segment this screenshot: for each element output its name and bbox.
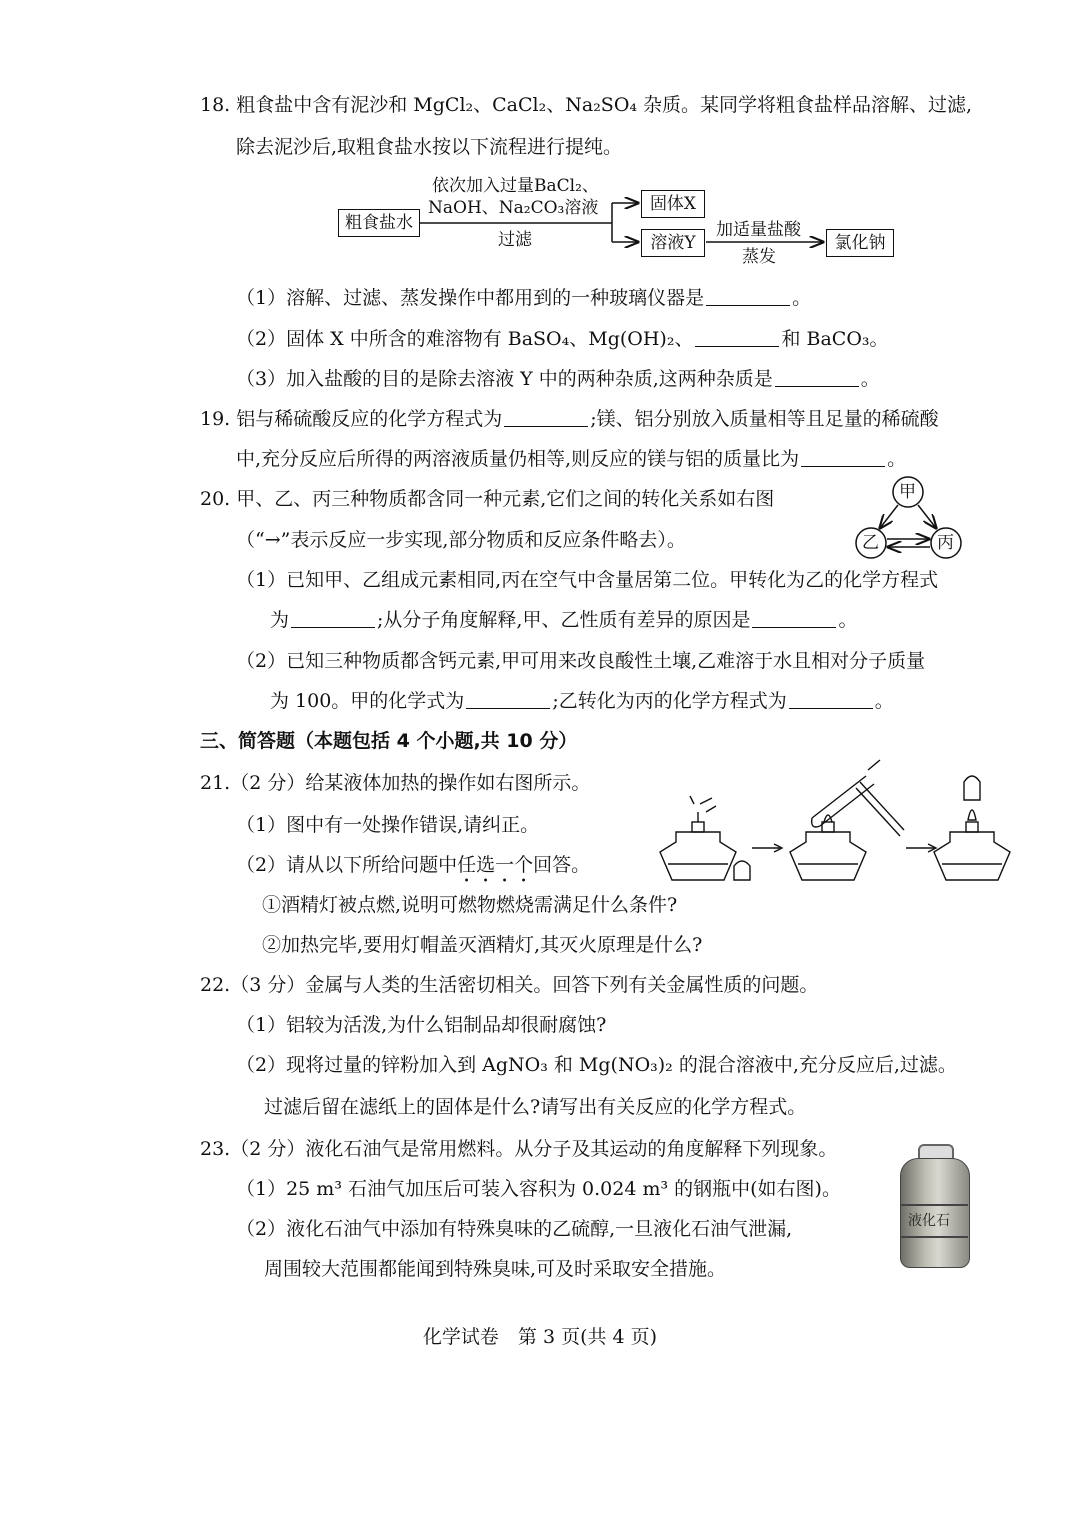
flow-start-box: 粗食盐水 — [338, 209, 420, 237]
q23-part2-line1: （2）液化石油气中添加有特殊臭味的乙硫醇,一旦液化石油气泄漏, — [236, 1218, 793, 1240]
q18-part1: （1）溶解、过滤、蒸发操作中都用到的一种玻璃仪器是 。 — [236, 287, 812, 309]
q18-part2: （2）固体 X 中所含的难溶物有 BaSO₄、Mg(OH)₂、 和 BaCO₃。 — [236, 328, 889, 350]
q20-part1-line2: 为 ;从分子角度解释,甲、乙性质有差异的原因是 。 — [270, 609, 858, 631]
q22-part2-line1: （2）现将过量的锌粉加入到 AgNO₃ 和 Mg(NO₃)₂ 的混合溶液中,充分反应后,过滤。 — [236, 1054, 957, 1076]
section-heading: 三、简答题（本题包括 4 个小题,共 10 分） — [200, 730, 578, 752]
flow-evap-label: 蒸发 — [742, 247, 776, 267]
q20-line1: 20. 甲、乙、丙三种物质都含同一种元素,它们之间的转化关系如右图 — [200, 488, 775, 510]
node-bing: 丙 — [937, 533, 954, 553]
gas-cylinder-image — [896, 1144, 972, 1268]
flow-solid-x-box: 固体X — [641, 190, 705, 218]
q18-line1: 18. 粗食盐中含有泥沙和 MgCl₂、CaCl₂、Na₂SO₄ 杂质。某同学将粗食盐样品溶解、过滤, — [200, 94, 973, 116]
q20-part2-line1: （2）已知三种物质都含钙元素,甲可用来改良酸性土壤,乙难溶于水且相对分子质量 — [236, 650, 926, 672]
q19-line2: 中,充分反应后所得的两溶液质量仍相等,则反应的镁与铝的质量比为 。 — [236, 448, 907, 470]
q21-option2: ②加热完毕,要用灯帽盖灭酒精灯,其灭火原理是什么? — [262, 934, 703, 956]
q22-line1: 22.（3 分）金属与人类的生活密切相关。回答下列有关金属性质的问题。 — [200, 974, 819, 996]
q23-part1: （1）25 m³ 石油气加压后可装入容积为 0.024 m³ 的钢瓶中(如右图)。 — [236, 1178, 841, 1200]
node-jia: 甲 — [899, 482, 916, 502]
flow-acid-label: 加适量盐酸 — [716, 220, 801, 240]
flow-product-box: 氯化钠 — [826, 229, 894, 257]
q22-part2-line2: 过滤后留在滤纸上的固体是什么?请写出有关反应的化学方程式。 — [264, 1096, 807, 1118]
flow-reagent-line2: NaOH、Na₂CO₃溶液 — [428, 198, 599, 218]
q21-part2: （2）请从以下所给问题中任选一个回答。 — [236, 854, 591, 876]
node-yi: 乙 — [862, 533, 879, 553]
flow-filter-label: 过滤 — [498, 230, 532, 250]
q21-option1: ①酒精灯被点燃,说明可燃物燃烧需满足什么条件? — [262, 894, 678, 916]
q20-line2: （“→”表示反应一步实现,部分物质和反应条件略去）。 — [236, 529, 686, 551]
page-footer: 化学试卷 第 3 页(共 4 页) — [422, 1326, 658, 1348]
flow-solution-y-box: 溶液Y — [641, 229, 705, 257]
q20-part2-line2: 为 100。甲的化学式为 ;乙转化为丙的化学方程式为 。 — [270, 690, 894, 712]
q20-part1-line1: （1）已知甲、乙组成元素相同,丙在空气中含量居第二位。甲转化为乙的化学方程式 — [236, 569, 939, 591]
q21-part1: （1）图中有一处操作错误,请纠正。 — [236, 814, 540, 836]
q21-line1: 21.（2 分）给某液体加热的操作如右图所示。 — [200, 772, 591, 794]
q23-part2-line2: 周围较大范围都能闻到特殊臭味,可及时采取安全措施。 — [264, 1258, 727, 1280]
q18-line2: 除去泥沙后,取粗食盐水按以下流程进行提纯。 — [236, 136, 623, 158]
cylinder-label: 液化石 — [908, 1213, 950, 1229]
flow-reagent-line1: 依次加入过量BaCl₂、 — [432, 176, 599, 196]
q22-part1: （1）铝较为活泼,为什么铝制品却很耐腐蚀? — [236, 1014, 607, 1036]
q18-part3: （3）加入盐酸的目的是除去溶液 Y 中的两种杂质,这两种杂质是 。 — [236, 368, 880, 390]
q19-line1: 19. 铝与稀硫酸反应的化学方程式为 ;镁、铝分别放入质量相等且足量的稀硫酸 — [200, 408, 939, 430]
q23-line1: 23.（2 分）液化石油气是常用燃料。从分子及其运动的角度解释下列现象。 — [200, 1138, 838, 1160]
